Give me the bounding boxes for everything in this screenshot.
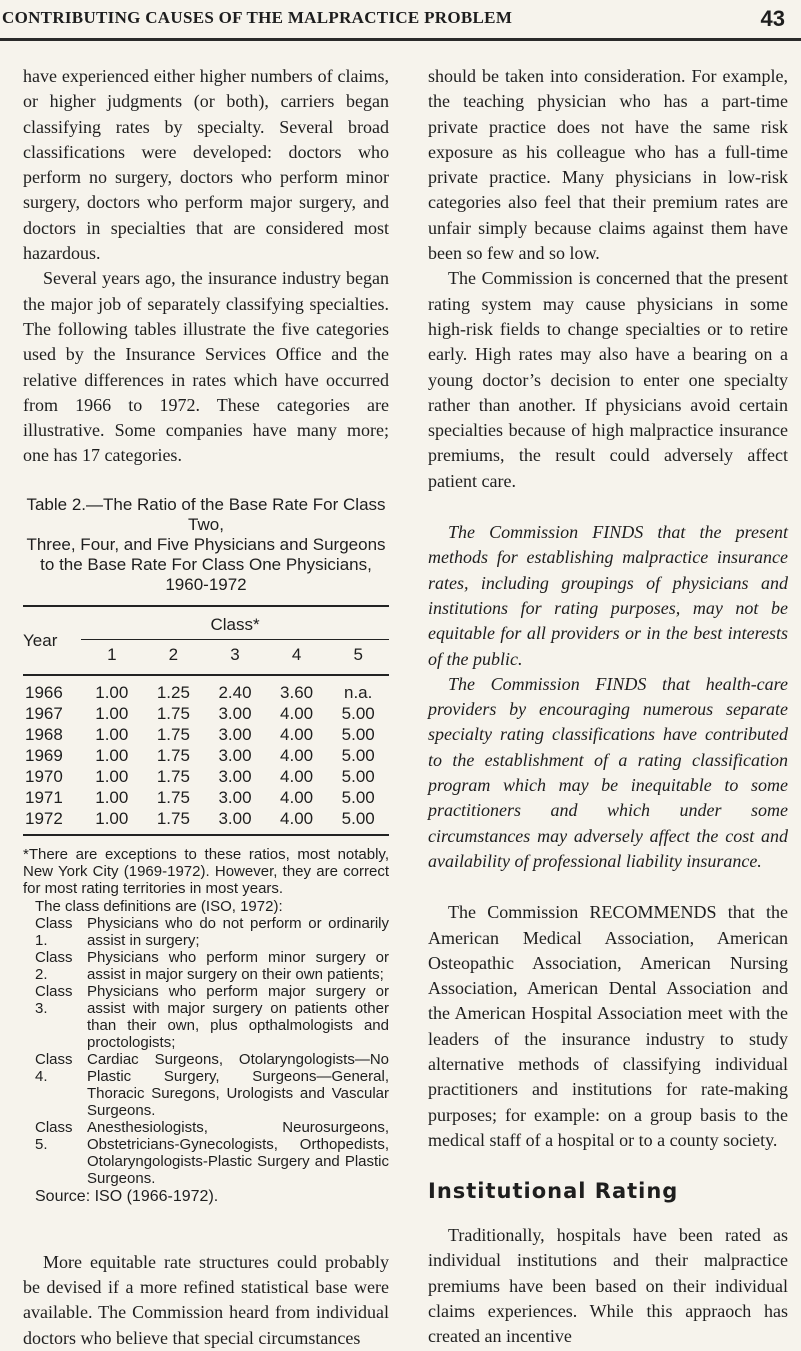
right-paragraph-1: should be taken into consideration. For example, the teaching physician who has a part-time private practice does not have the same risk exposure as his colleague who has a full-time private practice. Many physicians in low-risk categories also feel that their premium rates are unfair simply because claims against them have been so few and so low. xyxy=(428,66,788,264)
table-caption xyxy=(23,495,389,595)
definition-label: Class 2. xyxy=(35,948,73,983)
table-row xyxy=(23,725,389,746)
table-row xyxy=(23,704,389,725)
left-paragraph-2: Several years ago, the insurance industry began the major job of separately classifying specialties. The following tables illustrate the five categories used by the Insurance Services Office and the relative differences in rates which have occurred from 1966 to 1972. These categories are illustrative. Some companies have many more; one has 17 categories. xyxy=(23,268,389,466)
finding-2: The Commission FINDS that health-care providers by encouraging numerous separate specialty rating classifications have contributed to the establishment of a rating classification program which may be inequitable to some practitioners and which under some circumstances may adversely affect the cost and availability of professional liability insurance. xyxy=(428,673,788,871)
table-cell: 5.00 xyxy=(341,809,375,829)
table-cell: 5.00 xyxy=(341,788,375,808)
list-item xyxy=(35,1051,389,1119)
table-row xyxy=(23,788,389,809)
table-cell: 3.00 xyxy=(218,809,252,829)
left-paragraph-3: More equitable rate structures could probably be devised if a more refined statistical base were available. The Commission heard from individual doctors who believe that special circumstances xyxy=(23,1251,389,1348)
table-footnote: *There are exceptions to these ratios, most notably, New York City (1969-1972). However, they are correct for most rating territories in most years. xyxy=(23,845,389,897)
table-cell: 1.00 xyxy=(95,725,129,745)
row-year: 1972 xyxy=(25,809,63,829)
running-head-title: CONTRIBUTING CAUSES OF THE MALPRACTICE PROBLEM xyxy=(2,8,513,27)
ratio-table xyxy=(23,605,389,836)
definition-label: Class 5. xyxy=(35,1118,73,1153)
table-cell: 1.00 xyxy=(95,788,129,808)
page-number: 43 xyxy=(760,6,785,31)
table-cell: 5.00 xyxy=(341,767,375,787)
definition-label: Class 1. xyxy=(35,914,73,949)
class-column-3: 3 xyxy=(230,644,240,664)
table-cell: 2.40 xyxy=(218,683,252,703)
class-column-4: 4 xyxy=(291,644,302,664)
table-cell: 4.00 xyxy=(280,746,314,766)
table-cell: 3.60 xyxy=(280,683,314,703)
table-cell: 1.75 xyxy=(156,725,190,745)
table-row xyxy=(23,746,389,767)
right-column xyxy=(428,64,788,1350)
table-cell: 5.00 xyxy=(341,725,375,745)
table-cell: 4.00 xyxy=(280,704,314,724)
left-paragraph-1: have experienced either higher numbers of claims, or higher judgments (or both), carriers began classifying rates by specialty. Several broad classifications were developed: doctors who perform no surgery, doctors who perform minor surgery, doctors who perform major surgery, and doctors in specialties that are considered most hazardous. xyxy=(23,66,389,264)
row-year: 1966 xyxy=(25,683,63,703)
definition-text: Physicians who perform minor surgery or assist in major surgery on their own patients; xyxy=(87,948,389,983)
finding-1: The Commission FINDS that the present methods for establishing malpractice insurance rates, including groupings of physicians and institutions for rating purposes, may not be equitable for all providers or in the best interests of the public. xyxy=(428,522,788,669)
table-cell: 4.00 xyxy=(280,767,314,787)
list-item xyxy=(35,1119,389,1187)
list-item xyxy=(35,915,389,949)
class-column-header: Class* xyxy=(210,614,260,634)
table-cell: 3.00 xyxy=(218,767,252,787)
table-caption-line-3: to the Base Rate For Class One Physicians, 1960-1972 xyxy=(40,554,372,594)
running-head xyxy=(0,4,801,44)
table-cell: 4.00 xyxy=(280,809,314,829)
table-cell: 3.00 xyxy=(218,746,252,766)
definition-text: Anesthesiologists, Neurosurgeons, Obstetricians-Gynecologists, Orthopedists, Otolaryngologists-Plastic Surgery and Plastic Surgeons. xyxy=(87,1118,389,1187)
definition-text: Physicians who do not perform or ordinarily assist in surgery; xyxy=(87,914,389,949)
row-year: 1970 xyxy=(25,767,63,787)
header-rule xyxy=(0,38,801,41)
class-definitions xyxy=(35,915,389,1187)
table-cell: 1.75 xyxy=(156,788,190,808)
table-cell: 1.00 xyxy=(95,809,129,829)
table-cell: 4.00 xyxy=(280,725,314,745)
section-heading: Institutional Rating xyxy=(428,1179,679,1204)
row-year: 1971 xyxy=(25,788,63,808)
table-cell: 1.75 xyxy=(156,746,190,766)
table-cell: 5.00 xyxy=(341,704,375,724)
table-cell: 5.00 xyxy=(341,746,375,766)
left-column xyxy=(23,64,389,1351)
definition-text: Cardiac Surgeons, Otolaryngologists—No Plastic Surgery, Surgeons—General, Thoracic Suregons, Urologists and Vascular Surgeons. xyxy=(87,1050,389,1119)
list-item xyxy=(35,983,389,1051)
list-item xyxy=(35,949,389,983)
table-cell: 1.00 xyxy=(95,683,129,703)
table-row xyxy=(23,809,389,830)
table-cell: n.a. xyxy=(344,683,373,703)
row-year: 1968 xyxy=(25,725,63,745)
table-cell: 1.75 xyxy=(156,809,190,829)
recommendation: The Commission RECOMMENDS that the American Medical Association, American Osteopathic Association, American Nursing Association, American Dental Association and the American Hospital Association meet with the leaders of the insurance industry to study alternative methods of classifying individual practitioners and institutions for rate-making purposes; for example: on a group basis to the medical staff of a hospital or to a county society. xyxy=(428,902,788,1150)
definition-label: Class 4. xyxy=(35,1050,73,1085)
year-column-header: Year xyxy=(23,631,58,651)
class-column-5: 5 xyxy=(353,644,363,664)
right-paragraph-3: Traditionally, hospitals have been rated as individual institutions and their malpractice premiums have been based on their individual claims experiences. While this appraoch has created an incentive xyxy=(428,1225,788,1347)
definition-text: Physicians who perform major surgery or assist with major surgery on patients other than their own, plus opthalmologists and proctologists; xyxy=(87,982,389,1051)
definition-label: Class 3. xyxy=(35,982,73,1017)
table-cell: 1.75 xyxy=(156,704,190,724)
table-caption-line-1: Table 2.—The Ratio of the Base Rate For Class Two, xyxy=(26,494,386,534)
table-caption-line-2: Three, Four, and Five Physicians and Surgeons xyxy=(26,534,386,554)
definitions-intro: The class definitions are (ISO, 1972): xyxy=(35,897,283,915)
class-column-1: 1 xyxy=(107,644,117,664)
table-cell: 1.25 xyxy=(156,683,190,703)
table-cell: 1.75 xyxy=(156,767,190,787)
table-cell: 3.00 xyxy=(218,725,252,745)
table-row xyxy=(23,767,389,788)
table-cell: 4.00 xyxy=(280,788,314,808)
row-year: 1967 xyxy=(25,704,63,724)
right-paragraph-2: The Commission is concerned that the present rating system may cause physicians in some high-risk fields to change specialties or to retire early. High rates may also have a bearing on a young doctor’s decision to enter one specialty rather than another. If physicians avoid certain specialties because of high malpractice insurance premiums, the result could adversely affect patient care. xyxy=(428,268,788,491)
table-source: Source: ISO (1966-1972). xyxy=(35,1187,219,1205)
row-year: 1969 xyxy=(25,746,63,766)
table-cell: 1.00 xyxy=(95,767,129,787)
table-cell: 1.00 xyxy=(95,704,129,724)
table-cell: 3.00 xyxy=(218,704,252,724)
class-column-2: 2 xyxy=(168,644,179,664)
table-row xyxy=(23,683,389,704)
table-cell: 3.00 xyxy=(218,788,252,808)
table-cell: 1.00 xyxy=(95,746,129,766)
